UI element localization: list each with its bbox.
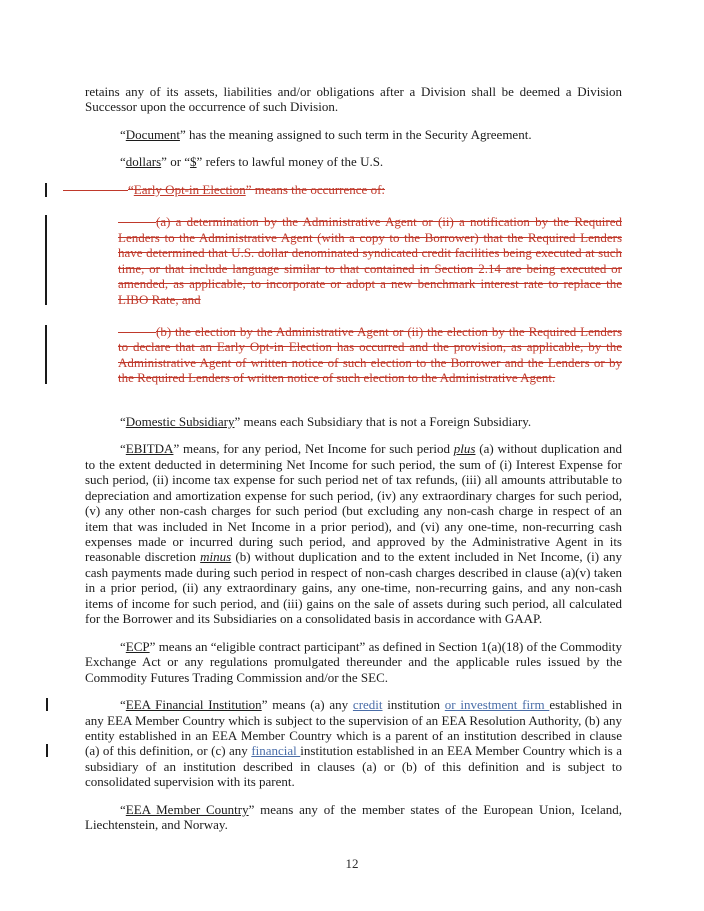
- definition-eea-member-country: [85, 802, 622, 833]
- definition-eea-financial-institution: [85, 697, 622, 790]
- deleted-clause-a: [118, 214, 622, 307]
- definition-document: [85, 127, 622, 142]
- defined-term: EEA Member Country: [125, 801, 249, 817]
- change-bar: [46, 698, 48, 711]
- defined-term: ECP: [125, 638, 150, 654]
- text-run: “: [120, 638, 126, 654]
- text-run: ” means, for any period, Net Income for such period: [173, 441, 454, 457]
- text-run: retains any of its assets, liabilities and/or obligations after a Division shall be deemed a Division Successor upon the occurrence of such Division.: [85, 84, 622, 115]
- text-run: ” or “: [161, 154, 191, 170]
- text-run: institution established in an EEA Member Country which is a subsidiary of an institution described in clauses (a) or (b) of this definition and is subject to consolidated supervision with its parent.: [85, 743, 622, 790]
- text-run: “: [120, 697, 126, 713]
- text-run: (b) without duplication and to the extent included in Net Income, (i) any cash payments made during such period in respect of non-cash charges described in clause (a)(v) taken in a prior period, (ii) any extraordinary gains, any one-time, non-recurring gains, and any non-cash items of income for such period, and (iii) gains on the sale of assets during such period, all calculated for the Borrower and its Subsidiaries on a consolidated basis in accordance with GAAP.: [85, 549, 622, 627]
- text-run: (a) without duplication and to the extent deducted in determining Net Income for such period, the sum of (i) Interest Expense for such period, (ii) income tax expense for such period net of tax refunds, (iii) all amounts attributable to depreciation and amortization expense for such period, (iv) any extraordinary charges for such period, (v) any other non-cash charges for such period (but excluding any non-cash charge in respect of an item that was included in Net Income in a prior period), and (vi) any one-time, non-recurring cash expenses made or incurred during such period, and approved by the Administrative Agent in its reasonable discretion: [85, 441, 622, 565]
- inserted-text: financial: [251, 743, 301, 759]
- text-run: “: [120, 154, 126, 170]
- strikethrough-tab-leader: [63, 184, 128, 195]
- text-run: (b) the election by the Administrative Agent or (ii) the election by the Required Lenders to declare that an Early Opt-in Election has occurred and the provision, as applicable, by the Administrative Agent of written notice of such election to the Borrower and the Lenders or by the Required Lenders of written notice of such election to the Administrative Agent.: [118, 323, 622, 386]
- text-run: “: [120, 441, 126, 457]
- text-run: “: [120, 413, 126, 429]
- page-body-text: [85, 84, 622, 845]
- text-run: “: [128, 181, 134, 197]
- change-bar: [45, 183, 47, 197]
- text-run: ” means each Subsidiary that is not a Foreign Subsidiary.: [234, 413, 532, 429]
- definition-domestic-subsidiary: [85, 414, 622, 429]
- change-bar: [45, 215, 47, 305]
- defined-term: Document: [125, 126, 180, 142]
- definition-ebitda: [85, 441, 622, 626]
- inserted-text: or investment firm: [444, 697, 550, 713]
- strikethrough-tab-leader: [118, 326, 156, 337]
- definition-dollars: [85, 154, 622, 169]
- text-run: ” means any of the member states of the European Union, Iceland, Liechtenstein, and Norway.: [85, 801, 622, 833]
- text-run: “: [120, 126, 126, 142]
- italic-term: plus: [453, 441, 476, 457]
- text-run: (a) a determination by the Administrative Agent or (ii) a notification by the Required Lenders to the Administrative Agent (with a copy to the Borrower) that the Required Lenders have determined that U.S. dollar denominated syndicated credit facilities being executed at such time, or that include language similar to that contained in Section 2.14 are being executed or amended, as applicable, to incorporate or adopt a new benchmark interest rate to replace the LIBO Rate, and: [118, 214, 622, 307]
- text-run: ” means an “eligible contract participant” as defined in Section 1(a)(18) of the Commodity Exchange Act or any regulations promulgated thereunder and the applicable rules issued by the Commodity Futures Trading Commission and/or the SEC.: [85, 638, 622, 685]
- change-bar: [46, 744, 48, 757]
- defined-term: $: [190, 154, 197, 170]
- change-bar: [45, 325, 47, 384]
- defined-term: Early Opt-in Election: [133, 181, 246, 197]
- inserted-text: credit: [352, 697, 383, 713]
- defined-term: EEA Financial Institution: [125, 697, 262, 713]
- text-run: ” means (a) any: [261, 697, 353, 713]
- defined-term: dollars: [125, 154, 162, 170]
- text-run: “: [120, 801, 126, 817]
- strikethrough-tab-leader: [118, 216, 156, 227]
- text-run: ” means the occurrence of:: [245, 181, 386, 197]
- definition-early-opt-in-election-deleted: [63, 182, 622, 197]
- definition-ecp: [85, 639, 622, 685]
- text-run: established in any EEA Member Country which is subject to the supervision of an EEA Resolution Authority, (b) any entity established in an EEA Member Country which is a parent of an institution described in clause (a) of this definition, or (c) any: [85, 697, 622, 759]
- text-run: institution: [382, 697, 445, 713]
- defined-term: EBITDA: [125, 441, 174, 457]
- italic-term: minus: [200, 549, 232, 565]
- text-run: ” refers to lawful money of the U.S.: [196, 154, 384, 170]
- defined-term: Domestic Subsidiary: [125, 413, 235, 429]
- intro-continuation-paragraph: [85, 84, 622, 115]
- text-run: ” has the meaning assigned to such term in the Security Agreement.: [179, 126, 532, 142]
- deleted-clause-b: [118, 324, 622, 386]
- page-number: 12: [345, 856, 359, 871]
